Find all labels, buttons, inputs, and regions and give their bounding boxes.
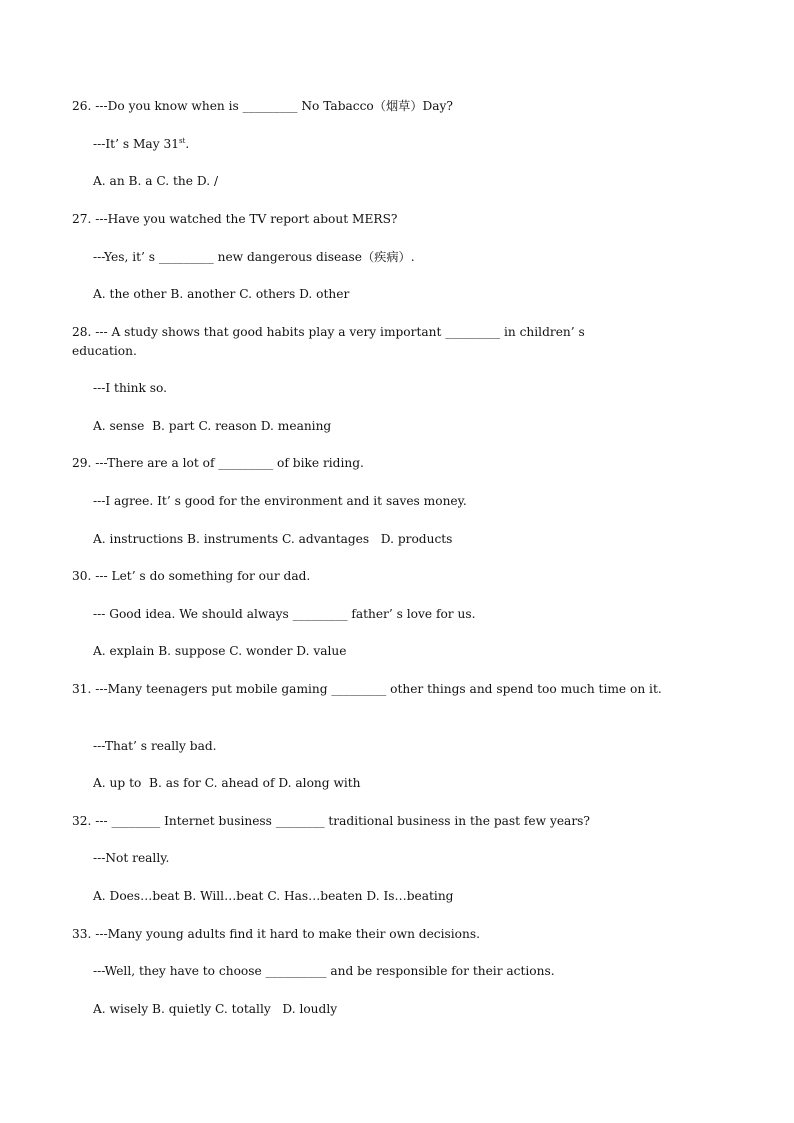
question-32-dialogue: ---Not really. [93, 851, 170, 865]
question-26-dialogue-text: ---It’ s May 31 [93, 137, 179, 151]
question-29-dialogue: ---I agree. It’ s good for the environment and it saves money. [93, 494, 467, 508]
question-33-dialogue: ---Well, they have to choose __________ and be responsible for their actions. [93, 964, 555, 978]
question-27-dialogue: ---Yes, it’ s _________ new dangerous disease（疾病）. [93, 250, 415, 264]
question-29-stem: 29. ---There are a lot of _________ of bike riding. [72, 456, 364, 470]
question-27-options: A. the other B. another C. others D. other [93, 287, 350, 301]
question-26-dialogue [93, 136, 189, 152]
question-28-stem-continued: education. [72, 344, 137, 358]
question-26-dialogue-sup: st [178, 137, 186, 145]
question-32-stem: 32. --- ________ Internet business ________ traditional business in the past few years? [72, 814, 590, 828]
question-30-stem: 30. --- Let’ s do something for our dad. [72, 569, 311, 583]
question-30-dialogue: --- Good idea. We should always _________ father’ s love for us. [93, 607, 476, 621]
question-28-dialogue: ---I think so. [93, 381, 168, 395]
question-33-options: A. wisely B. quietly C. totally D. loudly [93, 1002, 338, 1016]
question-26-stem: 26. ---Do you know when is _________ No Tabacco（烟草）Day? [72, 99, 453, 113]
question-31-stem: 31. ---Many teenagers put mobile gaming _________ other things and spend too much time on it. [72, 682, 662, 696]
question-32-options: A. Does…beat B. Will…beat C. Has…beaten D. Is…beating [93, 889, 454, 903]
question-29-options: A. instructions B. instruments C. advantages D. products [93, 532, 453, 546]
question-28-stem: 28. --- A study shows that good habits play a very important _________ in children’ s [72, 325, 585, 339]
question-31-options: A. up to B. as for C. ahead of D. along with [93, 776, 361, 790]
question-33-stem: 33. ---Many young adults find it hard to make their own decisions. [72, 927, 481, 941]
question-31-dialogue: ---That’ s really bad. [93, 739, 217, 753]
question-27-stem: 27. ---Have you watched the TV report about MERS? [72, 212, 398, 226]
question-26-dialogue-tail: . [185, 137, 190, 151]
question-26-options: A. an B. a C. the D. / [93, 174, 219, 188]
question-30-options: A. explain B. suppose C. wonder D. value [93, 644, 347, 658]
question-28-options: A. sense B. part C. reason D. meaning [93, 419, 332, 433]
